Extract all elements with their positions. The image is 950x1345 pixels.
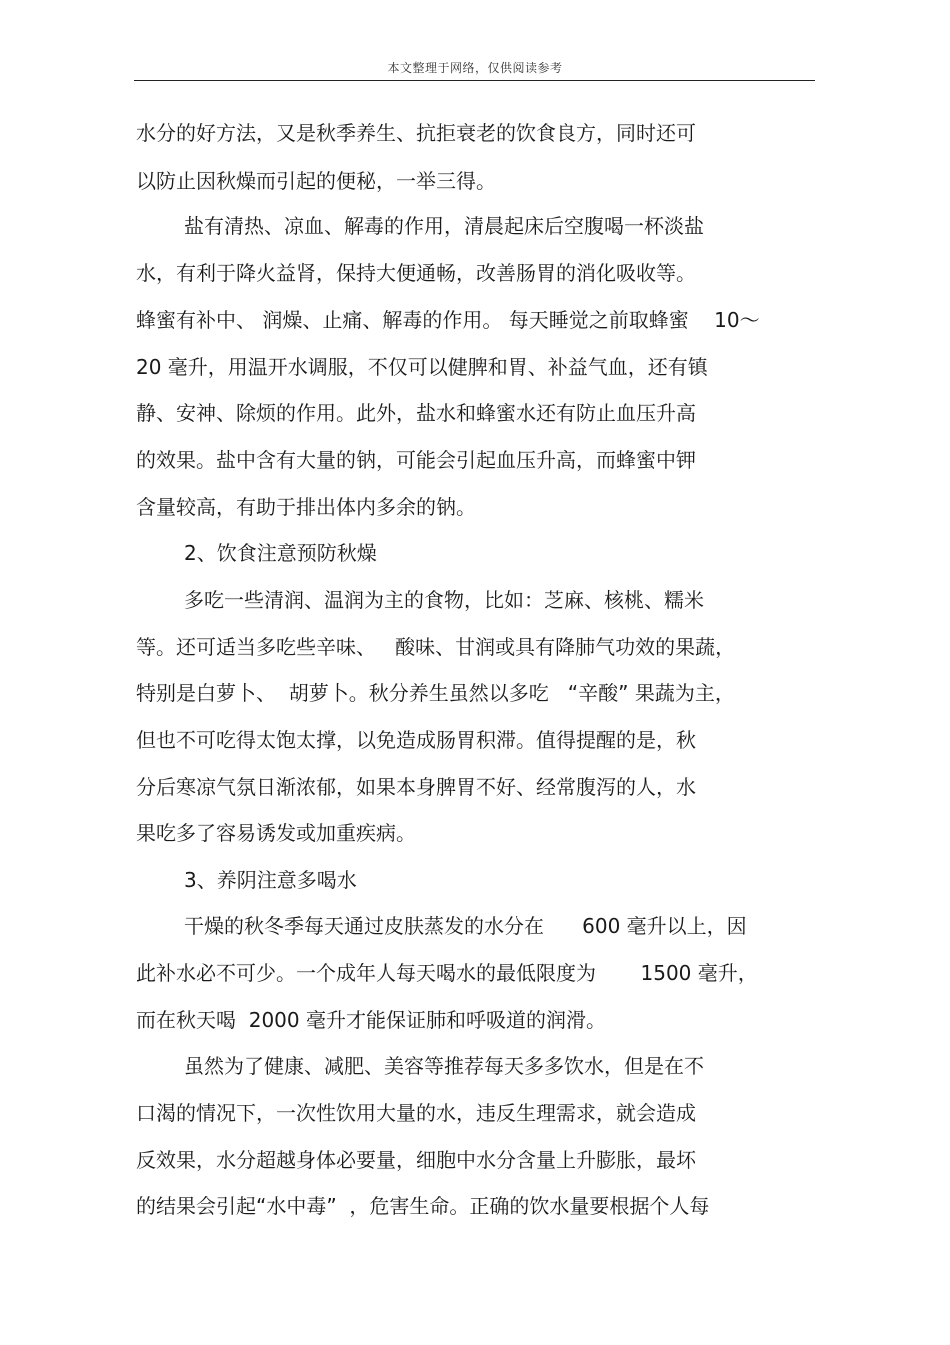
section-heading: 2、饮食注意预防秋燥 bbox=[184, 541, 377, 565]
body-line: 反效果，水分超越身体必要量，细胞中水分含量上升膨胀，最坏 bbox=[136, 1148, 696, 1172]
body-line: 分后寒凉气氛日渐浓郁，如果本身脾胃不好、经常腹泻的人，水 bbox=[136, 775, 696, 799]
section-heading: 3、养阴注意多喝水 bbox=[184, 868, 357, 892]
body-line: 但也不可吃得太饱太撑，以免造成肠胃积滞。值得提醒的是，秋 bbox=[136, 728, 696, 752]
body-line: 的结果会引起“水中毒” ，危害生命。正确的饮水量要根据个人每 bbox=[136, 1194, 710, 1218]
header-divider bbox=[134, 80, 815, 81]
body-line: 等。还可适当多吃些辛味、 酸味、甘润或具有降肺气功效的果蔬， bbox=[136, 635, 736, 659]
body-line: 含量较高，有助于排出体内多余的钠。 bbox=[136, 495, 476, 519]
body-line: 水，有利于降火益肾，保持大便通畅，改善肠胃的消化吸收等。 bbox=[136, 261, 696, 285]
body-line: 的效果。盐中含有大量的钠，可能会引起血压升高，而蜂蜜中钾 bbox=[136, 448, 696, 472]
body-line: 盐有清热、凉血、解毒的作用，清晨起床后空腹喝一杯淡盐 bbox=[184, 214, 704, 238]
body-line: 而在秋天喝 2000 毫升才能保证肺和呼吸道的润滑。 bbox=[136, 1008, 606, 1032]
body-line: 此补水必不可少。一个成年人每天喝水的最低限度为 1500 毫升， bbox=[136, 961, 758, 985]
body-line: 20 毫升，用温开水调服，不仅可以健脾和胃、补益气血，还有镇 bbox=[136, 355, 708, 379]
body-line: 以防止因秋燥而引起的便秘，一举三得。 bbox=[136, 169, 496, 193]
body-line: 虽然为了健康、减肥、美容等推荐每天多多饮水，但是在不 bbox=[184, 1054, 704, 1078]
body-line: 口渴的情况下，一次性饮用大量的水，违反生理需求，就会造成 bbox=[136, 1101, 696, 1125]
body-line: 蜂蜜有补中、 润燥、止痛、解毒的作用。 每天睡觉之前取蜂蜜 10～ bbox=[136, 308, 760, 332]
body-line: 多吃一些清润、温润为主的食物，比如：芝麻、核桃、糯米 bbox=[184, 588, 704, 612]
body-line: 干燥的秋冬季每天通过皮肤蒸发的水分在 600 毫升以上，因 bbox=[184, 914, 747, 938]
body-line: 静、安神、除烦的作用。此外，盐水和蜂蜜水还有防止血压升高 bbox=[136, 401, 696, 425]
body-line: 特别是白萝卜、 胡萝卜。秋分养生虽然以多吃 “辛酸” 果蔬为主， bbox=[136, 681, 735, 705]
body-line: 水分的好方法，又是秋季养生、抗拒衰老的饮食良方，同时还可 bbox=[136, 121, 696, 145]
body-line: 果吃多了容易诱发或加重疾病。 bbox=[136, 821, 416, 845]
page-header: 本文整理于网络，仅供阅读参考 bbox=[387, 61, 563, 75]
